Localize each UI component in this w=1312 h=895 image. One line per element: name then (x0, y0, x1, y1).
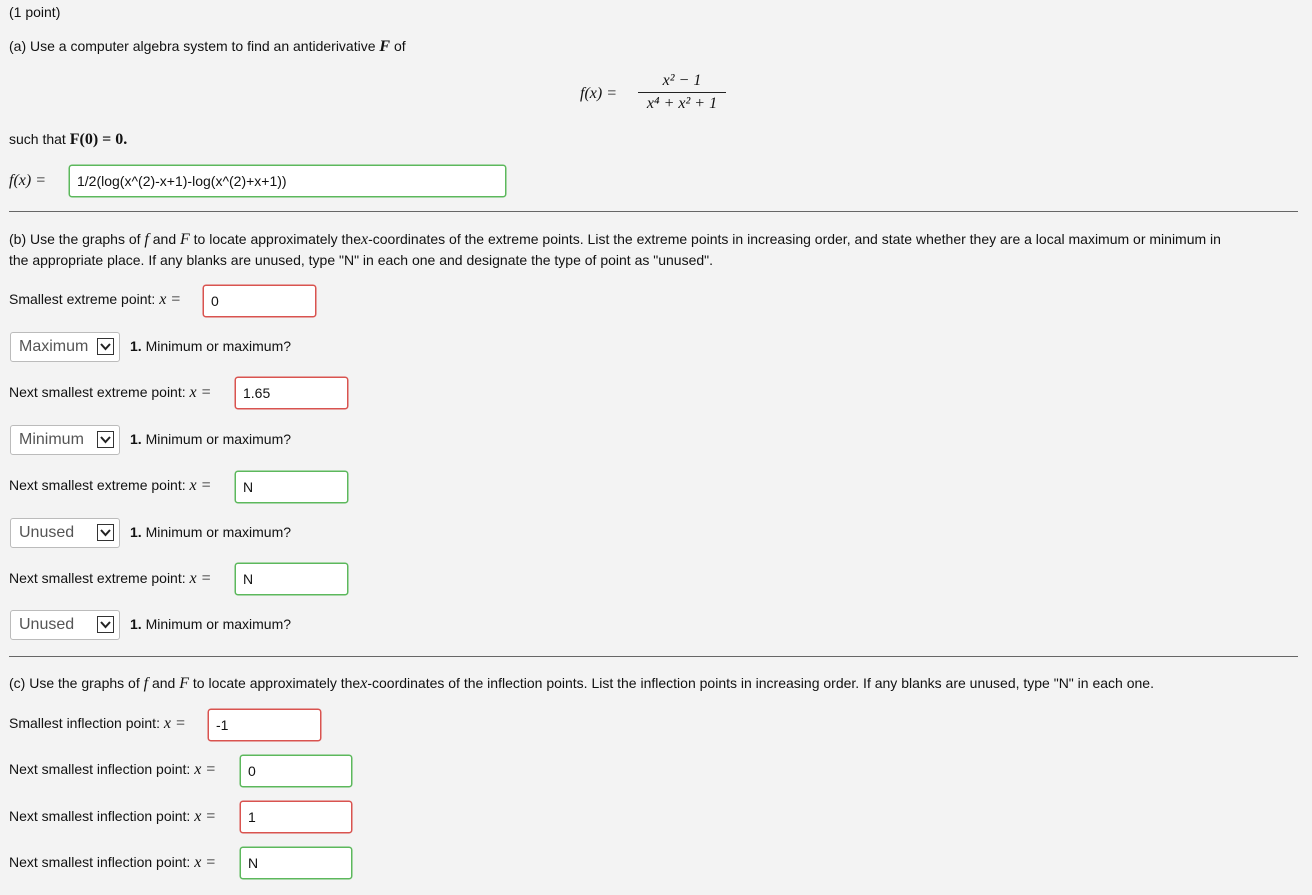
extreme-input-1[interactable]: 0 (203, 285, 316, 317)
chevron-down-icon (97, 524, 114, 541)
var-x: x (361, 231, 369, 248)
question-number: 1. (130, 338, 142, 354)
x-equals: x = (163, 715, 186, 732)
part-b-text-3: -coordinates of the extreme points. List the extreme points in increasing order, and state whether they are a local maximum or minimum in (368, 231, 1221, 247)
divider-1 (9, 211, 1298, 212)
extreme-label-1 (9, 291, 181, 309)
var-f: f (144, 231, 149, 248)
formula-numerator: x² − 1 (662, 72, 702, 89)
x-equals: x = (189, 477, 212, 494)
condition-text: F(0) = 0. (69, 131, 128, 148)
question-text: Minimum or maximum? (145, 616, 292, 632)
chevron-down-icon (97, 338, 114, 355)
chevron-down-icon (97, 616, 114, 633)
part-c-intro (9, 675, 1154, 693)
part-a-condition (9, 131, 127, 149)
part-a-var-F: F (379, 38, 391, 55)
inflection-label-2 (9, 761, 216, 779)
inflection-label-1 (9, 715, 186, 733)
extreme-label-text: Next smallest extreme point: (9, 477, 186, 493)
inflection-input-3[interactable]: 1 (240, 801, 352, 833)
var-x: x (360, 675, 368, 692)
part-c-text: (c) Use the graphs of (9, 675, 140, 691)
part-b-intro-line2: the appropriate place. If any blanks are unused, type "N" in each one and designate the type of point as "unused". (9, 252, 714, 268)
answer-a-label: f(x) = (9, 172, 46, 189)
part-c-text-2: to locate approximately the (192, 675, 361, 691)
x-equals: x = (189, 384, 212, 401)
chevron-down-icon (97, 431, 114, 448)
extreme-input-4[interactable]: N (235, 563, 348, 595)
problem-points: (1 point) (9, 4, 61, 20)
select-value: Minimum (19, 431, 84, 448)
part-a-intro-tail: of (393, 38, 406, 54)
question-number: 1. (130, 616, 142, 632)
inflection-input-4[interactable]: N (240, 847, 352, 879)
extreme-question-4 (130, 616, 291, 632)
extreme-label-3 (9, 477, 211, 495)
extreme-label-text: Smallest extreme point: (9, 291, 156, 307)
part-b-intro-line1 (9, 231, 1221, 249)
question-text: Minimum or maximum? (145, 431, 292, 447)
var-f: f (143, 675, 149, 692)
select-value: Unused (19, 616, 75, 633)
inflection-label-3 (9, 808, 216, 826)
formula-fraction (638, 72, 726, 113)
select-value: Maximum (19, 338, 89, 355)
formula-lhs: f(x) = (580, 85, 617, 102)
fraction-bar (638, 92, 726, 93)
inflection-label-text: Next smallest inflection point: (9, 761, 191, 777)
extreme-label-text: Next smallest extreme point: (9, 384, 186, 400)
inflection-input-1[interactable]: -1 (208, 709, 321, 741)
extreme-label-4 (9, 570, 211, 588)
var-F: F (179, 675, 189, 692)
question-text: Minimum or maximum? (145, 524, 292, 540)
part-a-intro-text: (a) Use a computer algebra system to find an antiderivative (9, 38, 376, 54)
extreme-label-text: Next smallest extreme point: (9, 570, 186, 586)
extreme-type-select-2[interactable] (10, 425, 120, 455)
extreme-type-select-4[interactable] (10, 610, 120, 640)
inflection-label-text: Smallest inflection point: (9, 715, 160, 731)
x-equals: x = (194, 854, 217, 871)
x-equals: x = (194, 761, 217, 778)
extreme-question-1 (130, 338, 291, 354)
inflection-label-text: Next smallest inflection point: (9, 808, 191, 824)
part-b-text: (b) Use the graphs of (9, 231, 141, 247)
extreme-question-2 (130, 431, 291, 447)
and-text: and (152, 231, 177, 247)
select-value: Unused (19, 524, 75, 541)
question-number: 1. (130, 431, 142, 447)
extreme-input-3[interactable]: N (235, 471, 348, 503)
question-number: 1. (130, 524, 142, 540)
inflection-input-2[interactable]: 0 (240, 755, 352, 787)
inflection-label-text: Next smallest inflection point: (9, 854, 191, 870)
such-that-text: such that (9, 131, 66, 147)
extreme-type-select-3[interactable] (10, 518, 120, 548)
inflection-label-4 (9, 854, 216, 872)
formula-denominator: x⁴ + x² + 1 (646, 95, 718, 112)
extreme-label-2 (9, 384, 211, 402)
x-equals: x = (189, 570, 212, 587)
divider-2 (9, 656, 1298, 657)
extreme-question-3 (130, 524, 291, 540)
and-text: and (151, 675, 176, 691)
part-a-intro (9, 38, 406, 56)
extreme-type-select-1[interactable] (10, 332, 120, 362)
question-text: Minimum or maximum? (145, 338, 292, 354)
antiderivative-input[interactable]: 1/2(log(x^(2)-x+1)-log(x^(2)+x+1)) (69, 165, 506, 197)
part-b-text-2: to locate approximately the (193, 231, 361, 247)
x-equals: x = (159, 291, 182, 308)
part-c-text-3: -coordinates of the inflection points. List the inflection points in increasing order. If any blanks are unused, type "N" in each one. (367, 675, 1154, 691)
x-equals: x = (194, 808, 217, 825)
var-F: F (180, 231, 190, 248)
extreme-input-2[interactable]: 1.65 (235, 377, 348, 409)
